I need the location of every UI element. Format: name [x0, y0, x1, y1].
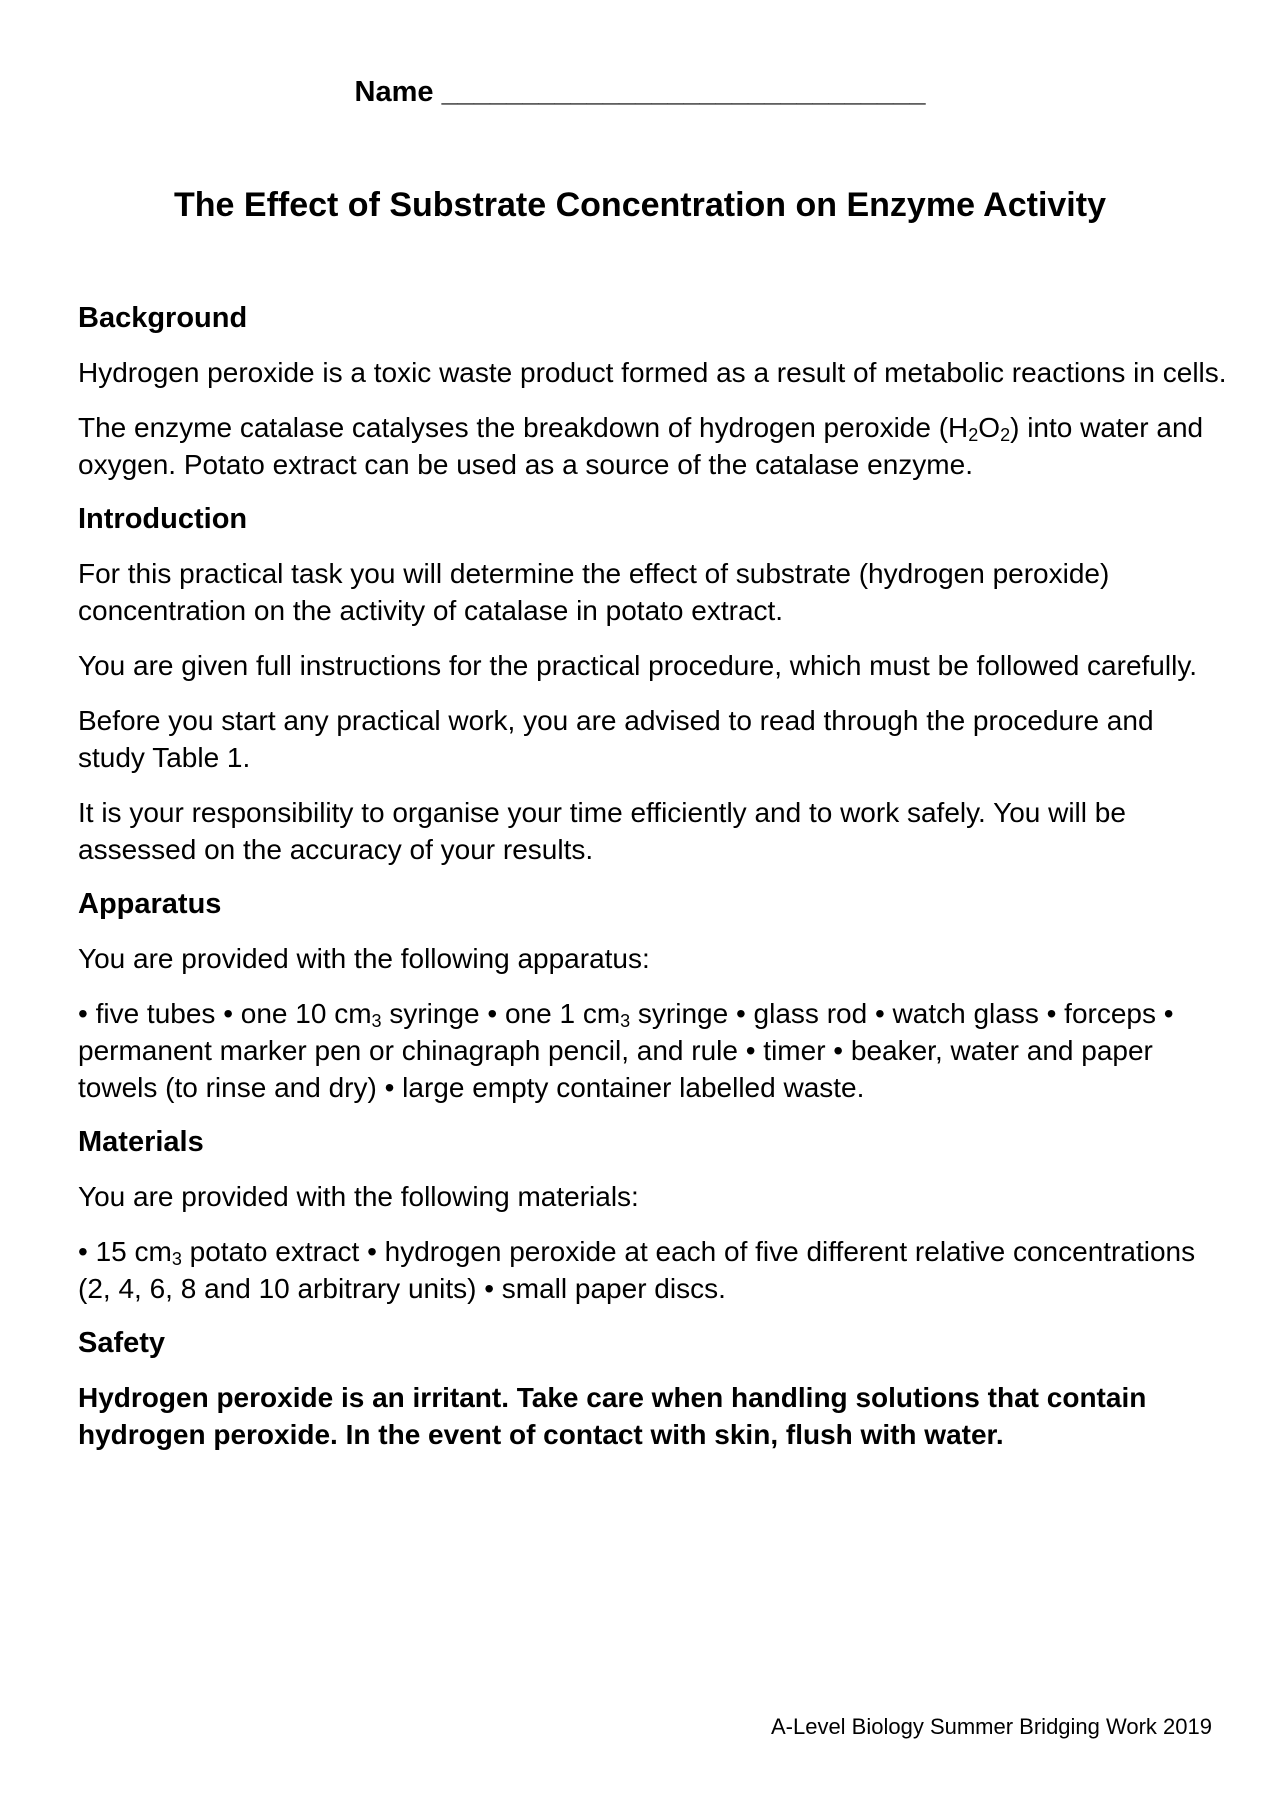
- text-segment: syringe • glass rod • watch glass • forceps • permanent marker pen or chinagraph pencil, and rule • timer • beaker, water and paper towels (to rinse and dry) • large empty container labelled waste.: [78, 998, 1174, 1103]
- safety-section: [78, 1325, 1228, 1453]
- background-section: [78, 300, 1228, 483]
- materials-intro: You are provided with the following materials:: [78, 1181, 639, 1212]
- text-segment: • 15 cm: [78, 1236, 172, 1267]
- background-paragraph-1: Hydrogen peroxide is a toxic waste product formed as a result of metabolic reactions in cells.: [78, 357, 1227, 388]
- name-field-label: Name ______________________________: [354, 76, 926, 108]
- text-segment: The enzyme catalase catalyses the breakdown of hydrogen peroxide (H: [78, 412, 969, 443]
- worksheet-content: [78, 300, 1228, 1471]
- materials-section: [78, 1124, 1228, 1307]
- text-segment: ) into water and oxygen. Potato extract can be used as a source of the catalase enzyme.: [78, 412, 1204, 480]
- introduction-heading: Introduction: [78, 503, 248, 535]
- introduction-paragraph-4: It is your responsibility to organise your time efficiently and to work safely. You will be assessed on the accuracy of your results.: [78, 797, 1126, 865]
- apparatus-heading: Apparatus: [78, 888, 222, 920]
- materials-heading: Materials: [78, 1126, 204, 1158]
- apparatus-intro: You are provided with the following apparatus:: [78, 943, 650, 974]
- apparatus-section: [78, 886, 1228, 1106]
- materials-list: [78, 1233, 1228, 1307]
- text-segment: syringe • one 1 cm: [381, 998, 621, 1029]
- subscript: 3: [620, 1011, 631, 1031]
- text-segment: O: [978, 412, 1001, 443]
- introduction-section: [78, 501, 1228, 868]
- subscript: 2: [968, 425, 979, 445]
- text-segment: • five tubes • one 10 cm: [78, 998, 372, 1029]
- subscript: 3: [371, 1011, 382, 1031]
- safety-warning: Hydrogen peroxide is an irritant. Take care when handling solutions that contain hydrogen peroxide. In the event of contact with skin, flush with water.: [78, 1382, 1147, 1450]
- background-heading: Background: [78, 302, 248, 334]
- text-segment: potato extract • hydrogen peroxide at each of five different relative concentrations (2, 4, 6, 8 and 10 arbitrary units) • small paper discs.: [78, 1236, 1196, 1304]
- safety-heading: Safety: [78, 1327, 166, 1359]
- introduction-paragraph-2: You are given full instructions for the practical procedure, which must be followed carefully.: [78, 650, 1198, 681]
- introduction-paragraph-1: For this practical task you will determine the effect of substrate (hydrogen peroxide) concentration on the activity of catalase in potato extract.: [78, 558, 1110, 626]
- subscript: 2: [1000, 425, 1011, 445]
- page-title: The Effect of Substrate Concentration on Enzyme Activity: [174, 186, 1106, 224]
- page-footer: A-Level Biology Summer Bridging Work 2019: [770, 1714, 1212, 1739]
- background-paragraph-2: [78, 409, 1228, 483]
- subscript: 3: [171, 1249, 182, 1269]
- introduction-paragraph-3: Before you start any practical work, you are advised to read through the procedure and study Table 1.: [78, 705, 1154, 773]
- apparatus-list: [78, 995, 1228, 1106]
